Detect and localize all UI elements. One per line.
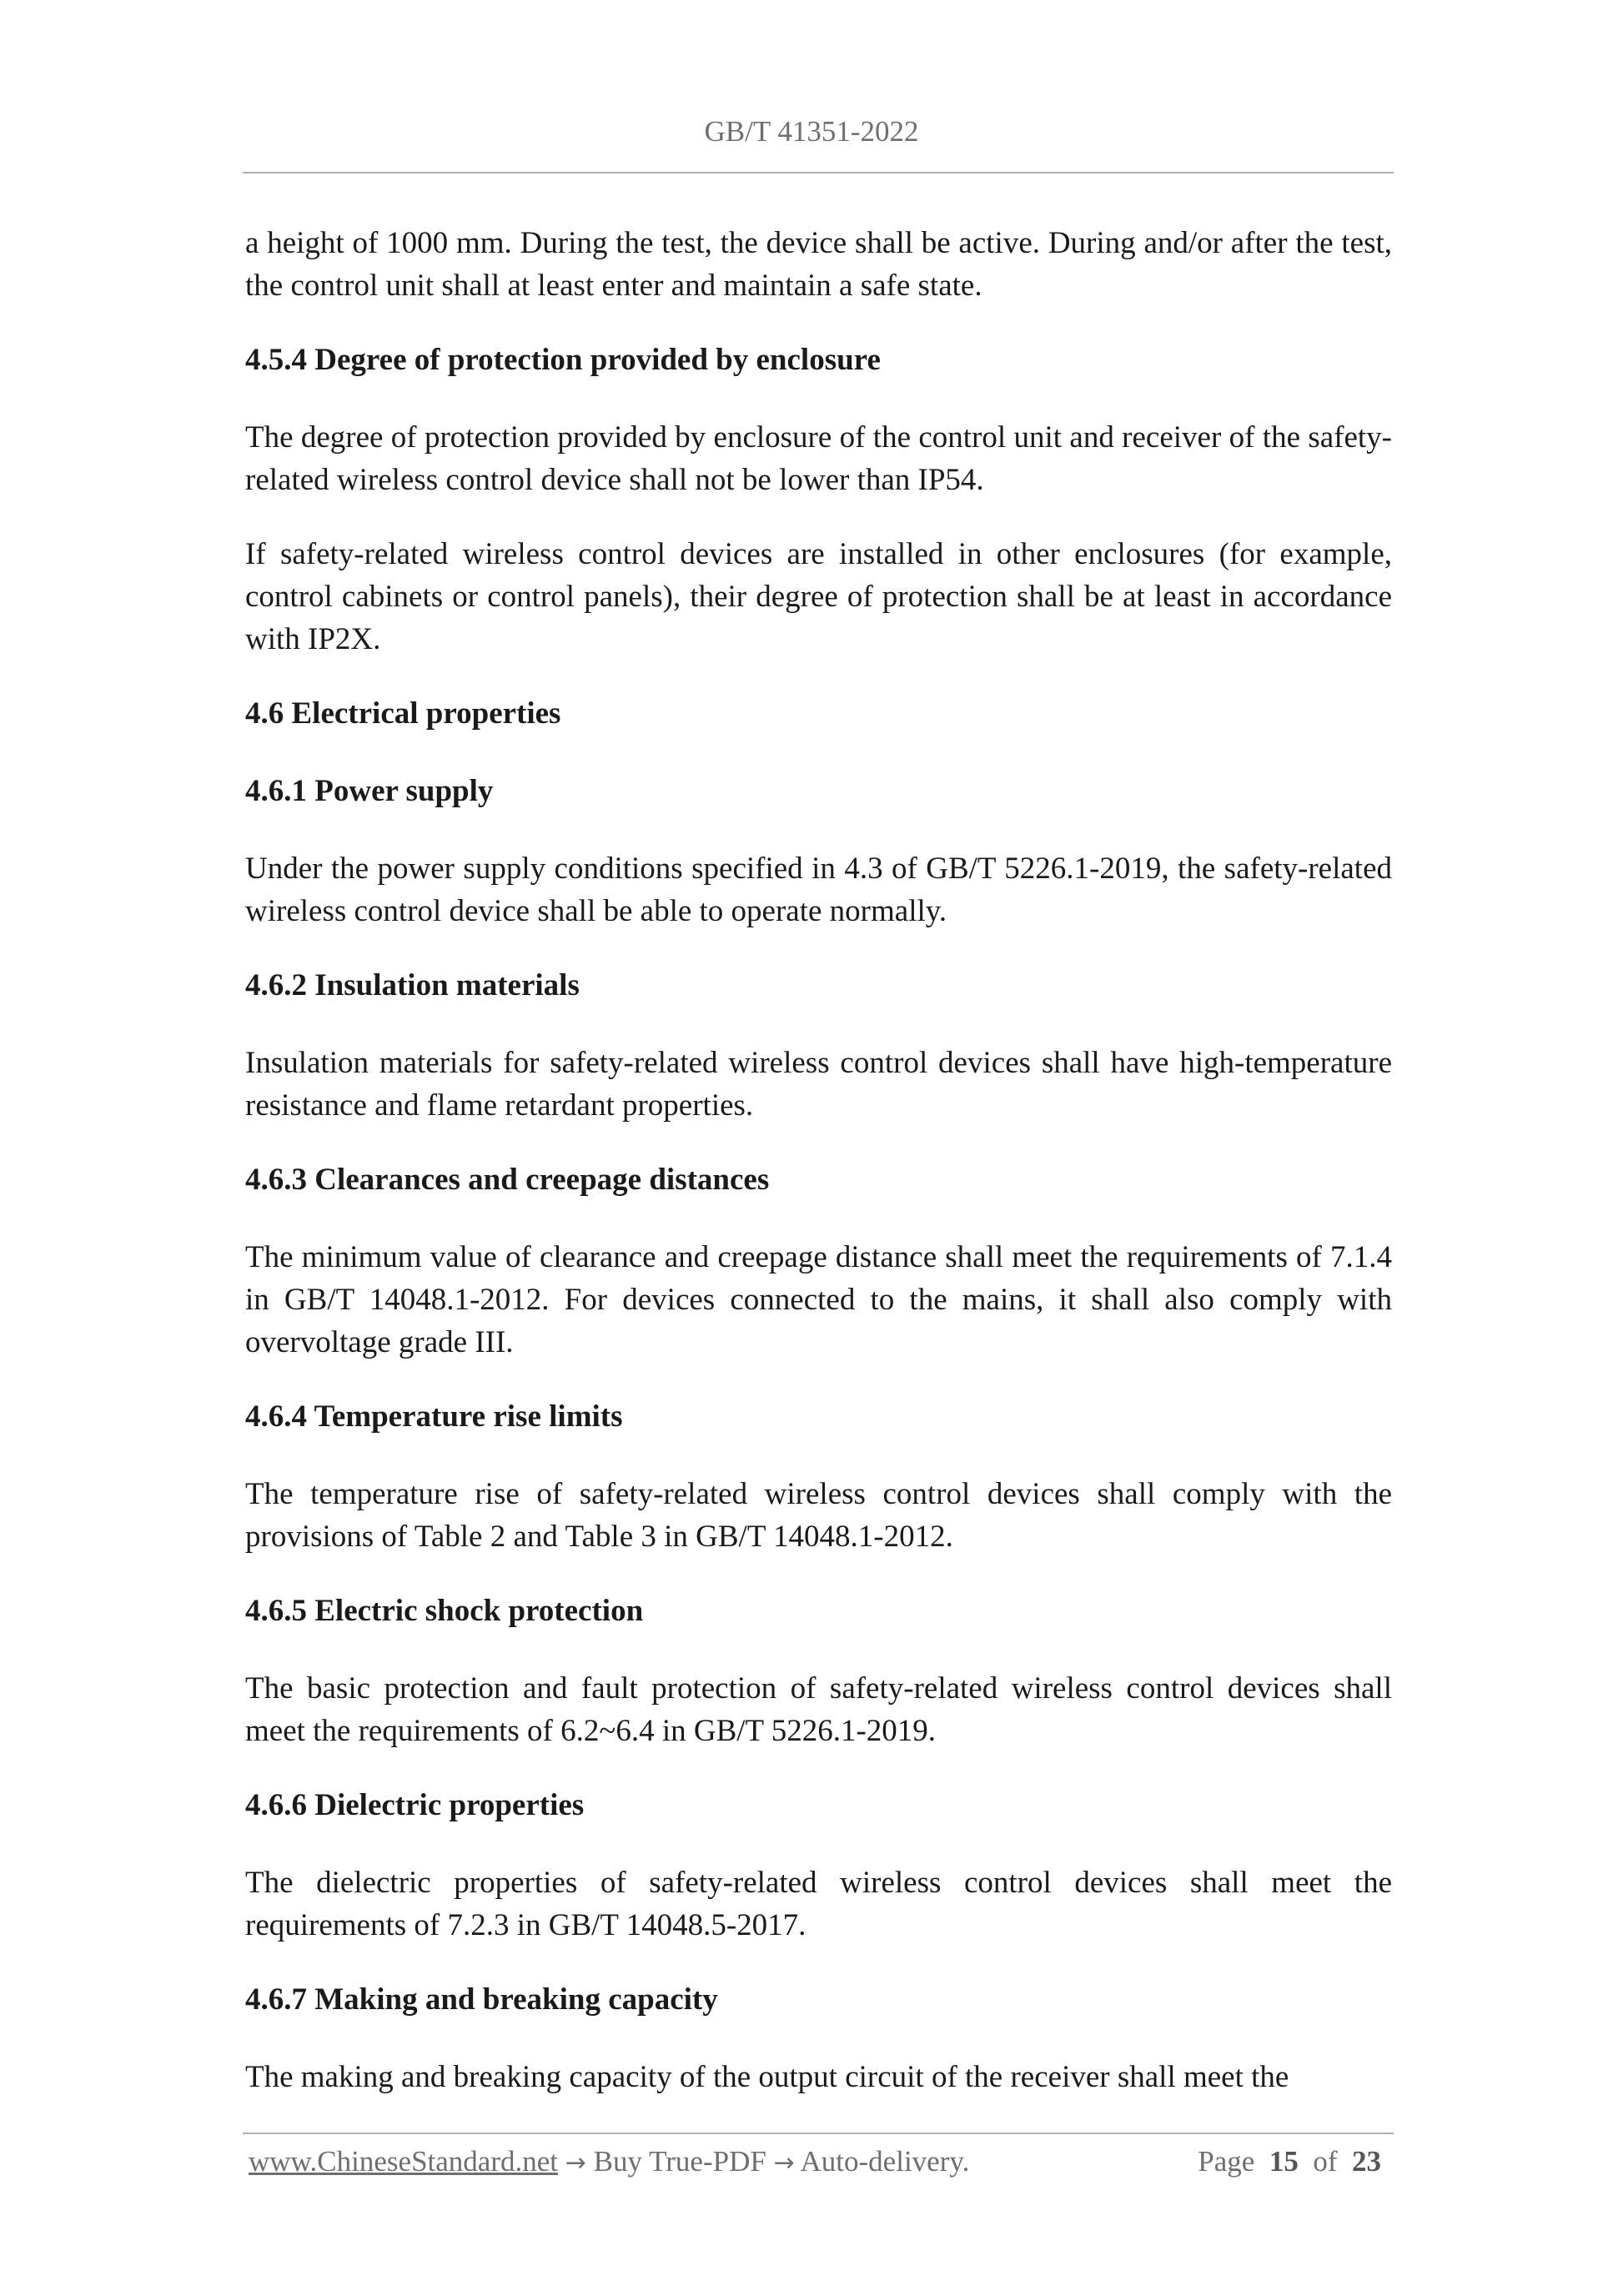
paragraph: a height of 1000 mm. During the test, the device shall be active. During and/or after the test, the control unit shall at least enter and maintain a safe state.: [245, 226, 1392, 303]
page-total: 23: [1352, 2145, 1381, 2178]
header-divider: [243, 172, 1394, 173]
section-heading: 4.6.5 Electric shock protection: [245, 1594, 644, 1628]
paragraph: The minimum value of clearance and creepage distance shall meet the requirements of 7.1.4 in GB/T 14048.1-2012. For devices connected to the mains, it shall also comply with overvoltage grade III.: [245, 1240, 1392, 1359]
buy-true-pdf-text: Buy True-PDF: [593, 2145, 766, 2178]
paragraph: The basic protection and fault protection of safety-related wireless control devices shall meet the requirements of 6.2~6.4 in GB/T 5226.1-2019.: [245, 1671, 1392, 1748]
page-footer: [249, 2140, 1381, 2183]
page-label: Page: [1198, 2145, 1255, 2178]
paragraph: The making and breaking capacity of the output circuit of the receiver shall meet the: [245, 2060, 1289, 2094]
paragraph: The degree of protection provided by enclosure of the control unit and receiver of the safety-related wireless control device shall not be lower than IP54.: [245, 420, 1392, 497]
page-counter: [1198, 2140, 1381, 2183]
paragraph: Insulation materials for safety-related wireless control devices shall have high-temperature resistance and flame retardant properties.: [245, 1046, 1392, 1123]
document-code-header: GB/T 41351-2022: [704, 115, 919, 148]
section-heading: 4.6 Electrical properties: [245, 696, 561, 731]
section-heading: 4.6.3 Clearances and creepage distances: [245, 1163, 770, 1197]
paragraph: If safety-related wireless control devices are installed in other enclosures (for example, control cabinets or control panels), their degree of protection shall be at least in accordance with IP2X.: [245, 537, 1392, 656]
arrow-right-icon: →: [773, 2148, 795, 2178]
page-number: 15: [1269, 2145, 1299, 2178]
document-body: [245, 222, 1392, 2130]
website-link[interactable]: www.ChineseStandard.net: [249, 2145, 558, 2178]
footer-promo: [249, 2140, 969, 2185]
section-heading: 4.6.1 Power supply: [245, 774, 494, 808]
footer-divider: [243, 2133, 1394, 2134]
section-heading: 4.5.4 Degree of protection provided by enclosure: [245, 343, 881, 377]
paragraph: The temperature rise of safety-related wireless control devices shall comply with the provisions of Table 2 and Table 3 in GB/T 14048.1-2012.: [245, 1477, 1392, 1554]
of-label: of: [1313, 2145, 1338, 2178]
auto-delivery-text: Auto-delivery.: [800, 2145, 970, 2178]
paragraph: The dielectric properties of safety-related wireless control devices shall meet the requirements of 7.2.3 in GB/T 14048.5-2017.: [245, 1866, 1392, 1942]
section-heading: 4.6.6 Dielectric properties: [245, 1788, 585, 1822]
arrow-right-icon: →: [565, 2148, 586, 2178]
section-heading: 4.6.2 Insulation materials: [245, 968, 580, 1002]
section-heading: 4.6.7 Making and breaking capacity: [245, 1982, 718, 2017]
paragraph: Under the power supply conditions specified in 4.3 of GB/T 5226.1-2019, the safety-related wireless control device shall be able to operate normally.: [245, 852, 1392, 928]
section-heading: 4.6.4 Temperature rise limits: [245, 1399, 623, 1434]
